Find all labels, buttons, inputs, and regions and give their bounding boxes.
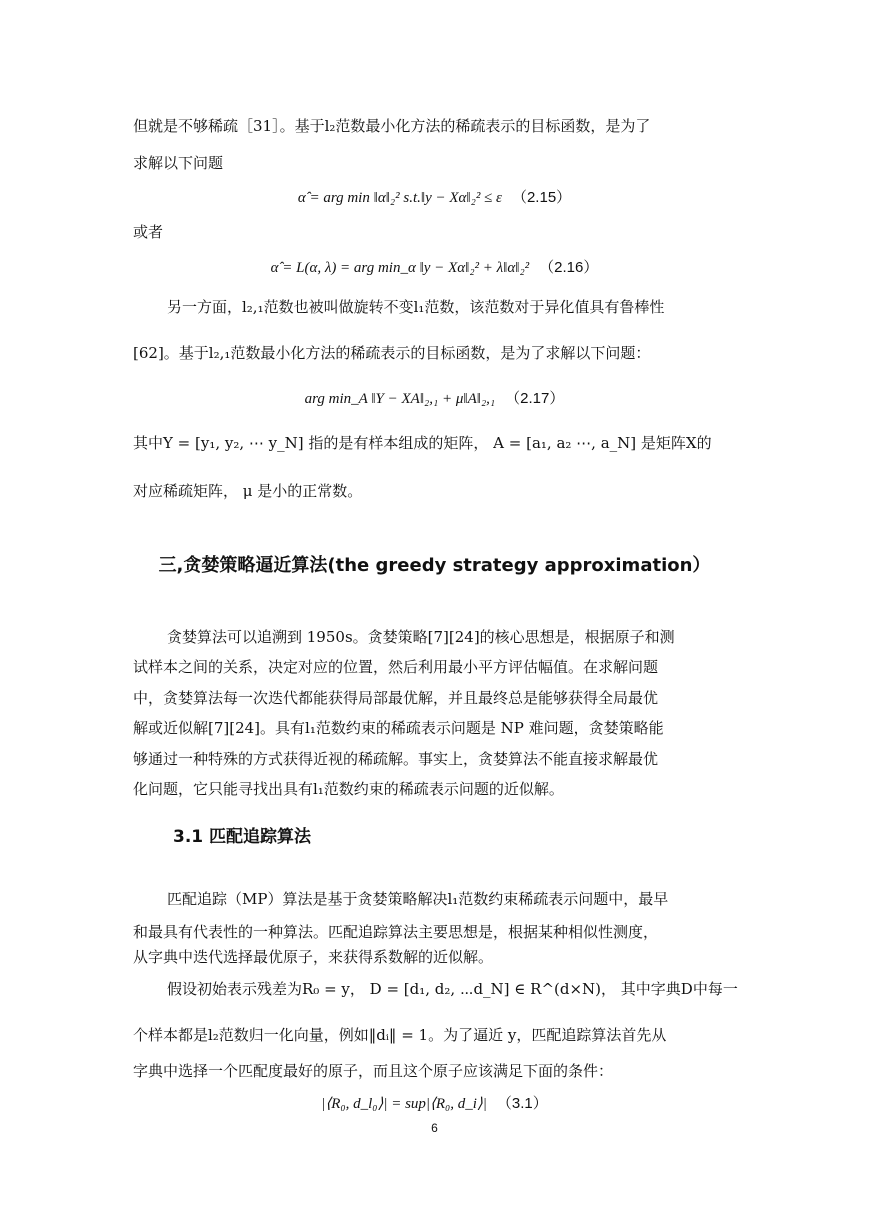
paragraph-line: 字典中选择一个匹配度最好的原子，而且这个原子应该满足下面的条件： [133,1062,614,1080]
page-number: 6 [431,1121,438,1135]
text-line: 另一方面，l₂,₁范数也被叫做旋转不变l₁范数，该范数对于异化值具有鲁棒性 [167,298,665,316]
paragraph-line: 假设初始表示残差为R₀ = y， D = [d₁, d₂, ⋯d_N] ∈ R^(d×N)， 其中字典D中每一 [167,980,738,998]
equation-number: （2.16） [539,259,599,276]
equation-body: α̂ = arg min ‖α‖₂² s.t.‖y − Xα‖₂² ≤ ε [297,190,502,206]
text-line: 其中Y = [y₁, y₂, ⋯ y_N] 指的是有样本组成的矩阵， A = [a₁, a₂ ⋯, a_N] 是矩阵X的 [133,434,712,452]
paragraph-line: 个样本都是l₂范数归一化向量，例如‖dᵢ‖ = 1。为了逼近 y，匹配追踪算法首先从 [133,1026,667,1044]
text-line: 对应稀疏矩阵， μ 是小的正常数。 [133,482,363,500]
equation-number: （2.17） [505,390,565,407]
section-heading: 三,贪婪策略逼近算法(the greedy strategy approximation） [158,555,711,576]
text-line: 求解以下问题 [133,154,224,172]
paragraph-line: 够通过一种特殊的方式获得近视的稀疏解。事实上，贪婪算法不能直接求解最优 [133,750,659,768]
text-line: [62]。基于l₂,₁范数最小化方法的稀疏表示的目标函数，是为了求解以下问题： [133,344,651,362]
paragraph-line: 中，贪婪算法每一次迭代都能获得局部最优解，并且最终总是能够获得全局最优 [133,689,659,707]
paragraph-line: 化问题，它只能寻找出具有l₁范数约束的稀疏表示问题的近似解。 [133,780,564,798]
paragraph-line: 解或近似解[7][24]。具有l₁范数约束的稀疏表示问题是 NP 难问题，贪婪策略能 [133,719,664,737]
text-line: 或者 [133,223,164,241]
equation-3-1 [0,1092,869,1116]
equation-2-15 [0,186,869,210]
paragraph-line: 试样本之间的关系，决定对应的位置，然后利用最小平方评估幅值。在求解问题 [133,658,659,676]
subsection-heading: 3.1 匹配追踪算法 [173,827,312,847]
equation-body: α̂ = L(α, λ) = arg min_α ‖y − Xα‖₂² + λ‖α‖₂² [270,260,530,276]
equation-body: |⟨R₀, d_l₀⟩| = sup|⟨R₀, d_i⟩| [321,1096,487,1112]
equation-number: （3.1） [496,1095,548,1112]
paragraph-line: 从字典中迭代选择最优原子，来获得系数解的近似解。 [133,948,494,966]
paragraph-line: 匹配追踪（MP）算法是基于贪婪策略解决l₁范数约束稀疏表示问题中，最早 [167,890,669,908]
equation-number: （2.15） [511,189,572,206]
equation-body: arg min_A ‖Y − XA‖₂,₁ + μ‖A‖₂,₁ [304,391,496,407]
text-line: 但就是不够稀疏［31］。基于l₂范数最小化方法的稀疏表示的目标函数，是为了 [133,117,651,135]
paragraph-line: 贪婪算法可以追溯到 1950s。贪婪策略[7][24]的核心思想是，根据原子和测 [167,628,675,646]
equation-2-16 [0,256,869,280]
equation-2-17 [0,387,869,411]
paragraph-line: 和最具有代表性的一种算法。匹配追踪算法主要思想是，根据某种相似性测度， [133,923,659,941]
